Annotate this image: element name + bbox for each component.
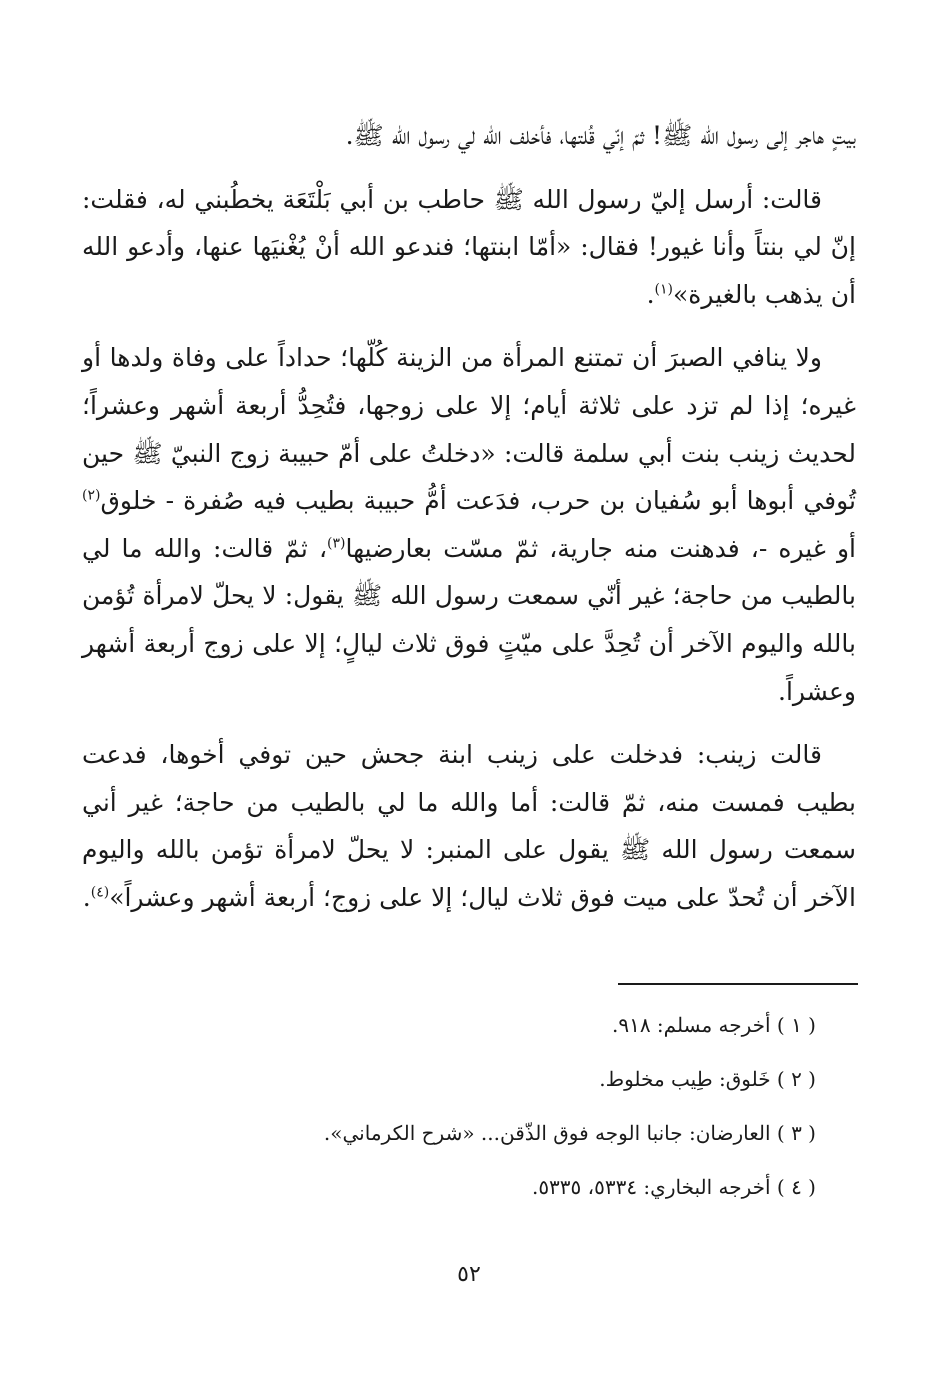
footnotes (200, 998, 816, 1214)
footnote-separator (618, 983, 858, 985)
paragraph-3 (82, 334, 856, 715)
footnote-3: ( ٣ ) العارضان: جانبا الوجه فوق الذّقن... «شرح الكرماني». (323, 1121, 816, 1145)
footnote-4: ( ٤ ) أخرجه البخاري: ٥٣٣٤، ٥٣٣٥. (531, 1175, 816, 1199)
main-text (82, 112, 856, 922)
paragraph-3-text: ولا ينافي الصبرَ أن تمتنع المرأة من الزينة كُلّها؛ حداداً على وفاة ولدها أو غيره؛ إذا لم تزد على ثلاثة أيام؛ إلا على زوجها، فتُحِدُّ أربعة أشهر وعشراً؛ لحديث زينب بنت أبي سلمة قالت: «دخلتُ على أمّ حبيبة زوج النبيّ ﷺ حين تُوفي أبوها أبو سُفيان بن حرب، فدَعت أمُّ حبيبة بطيب فيه صُفرة - خلوق (82, 343, 856, 516)
paragraph-1-text: بيتٍ هاجر إلى رسول الله ﷺ! ثمّ إنّي قُلتها، فأخلف الله لي رسول الله ﷺ. (345, 121, 856, 150)
footnote-1: ( ١ ) أخرجه مسلم: ٩١٨. (611, 1013, 816, 1037)
footnote-ref-1[interactable]: (١) (654, 281, 673, 298)
paragraph-4 (82, 731, 856, 921)
paragraph-2 (82, 176, 856, 319)
footnote-ref-3[interactable]: (٣) (327, 535, 346, 552)
paragraph-3-text-2: أو غيره -، فدهنت منه جارية، ثمّ مسّت بعارضيها (345, 533, 856, 563)
footnote-2: ( ٢ ) خَلوق: طِيب مخلوط. (599, 1067, 816, 1091)
paragraph-1 (82, 112, 856, 160)
paragraph-4-text: قالت زينب: فدخلت على زينب ابنة جحش حين توفي أخوها، فدعت بطيب فمست منه، ثمّ قالت: أما والله ما لي بالطيب من حاجة؛ غير أني سمعت رسول الله ﷺ يقول على المنبر: لا يحلّ لامرأة تؤمن بالله واليوم الآخر أن تُحدّ على ميت فوق ثلاث ليال؛ إلا على زوج؛ أربعة أشهر وعشراً» (82, 740, 856, 912)
paragraph-2-text: قالت: أرسل إليّ رسول الله ﷺ حاطب بن أبي بَلْتَعَة يخطُبني له، فقلت: إنّ لي بنتاً وأنا غيور! فقال: «أمّا ابنتها؛ فندعو الله أنْ يُغْنيَها عنها، وأدعو الله أن يذهب بالغيرة» (82, 184, 856, 309)
footnote-ref-4[interactable]: (٤) (90, 884, 110, 901)
page-number: ٥٢ (457, 1262, 481, 1287)
paragraph-2-tail: . (646, 279, 655, 309)
paragraph-3-text-3: ، ثمّ قالت: والله ما لي بالطيب من حاجة؛ غير أنّي سمعت رسول الله ﷺ يقول: لا يحلّ لامرأة تُؤمن بالله واليوم الآخر أن تُحِدَّ على ميّتٍ فوق ثلاث ليالٍ؛ إلا على زوج أربعة أشهر وعشراً. (82, 533, 856, 706)
footnote-ref-2[interactable]: (٢) (82, 487, 101, 504)
paragraph-4-tail: . (82, 882, 91, 912)
